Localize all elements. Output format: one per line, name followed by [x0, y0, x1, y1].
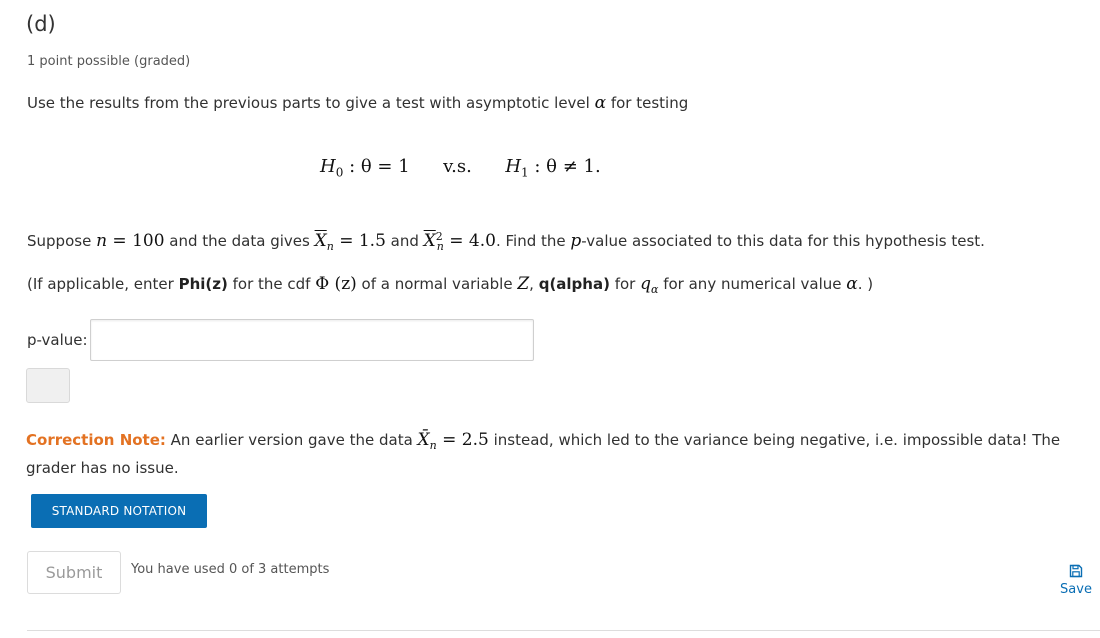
submit-button[interactable]: Submit — [27, 551, 121, 594]
intro-text: Use the results from the previous parts to give a test with asymptotic level α for testing — [27, 93, 689, 113]
answer-preview-box — [26, 368, 70, 403]
problem-title: (d) — [26, 12, 56, 36]
pvalue-label: p-value: — [27, 331, 88, 349]
save-button[interactable] — [1056, 564, 1096, 597]
section-divider — [27, 630, 1100, 631]
hint-text: (If applicable, enter Phi(z) for the cdf Φ (z) of a normal variable Z, q(alpha) for $q_\alpha$ for any numerical value α. ) — [27, 274, 874, 296]
suppose-text: Suppose n = 100 and the data gives $\overline{X}_n = 1.5$ and $\overline{X}^2_n = 4.0$. Find the p-value associated to this data for this hypothesis test. — [27, 230, 985, 253]
points-info: 1 point possible (graded) — [27, 54, 191, 69]
pvalue-input[interactable] — [90, 319, 534, 361]
save-label: Save — [1060, 582, 1092, 597]
attempts-counter: You have used 0 of 3 attempts — [131, 562, 330, 577]
correction-note: Correction Note: An earlier version gave the data $X̄_n = 2.5$ instead, which led to the variance being negative, i.e. impossible data! The grader has no issue. — [26, 430, 1061, 477]
correction-note-label: Correction Note: — [26, 431, 166, 449]
standard-notation-button[interactable]: STANDARD NOTATION — [31, 494, 207, 528]
hypotheses-display: $H_0$ : θ = 1 v.s. $H_1$ : θ ≠ 1. — [320, 156, 601, 180]
floppy-disk-icon — [1069, 564, 1083, 578]
